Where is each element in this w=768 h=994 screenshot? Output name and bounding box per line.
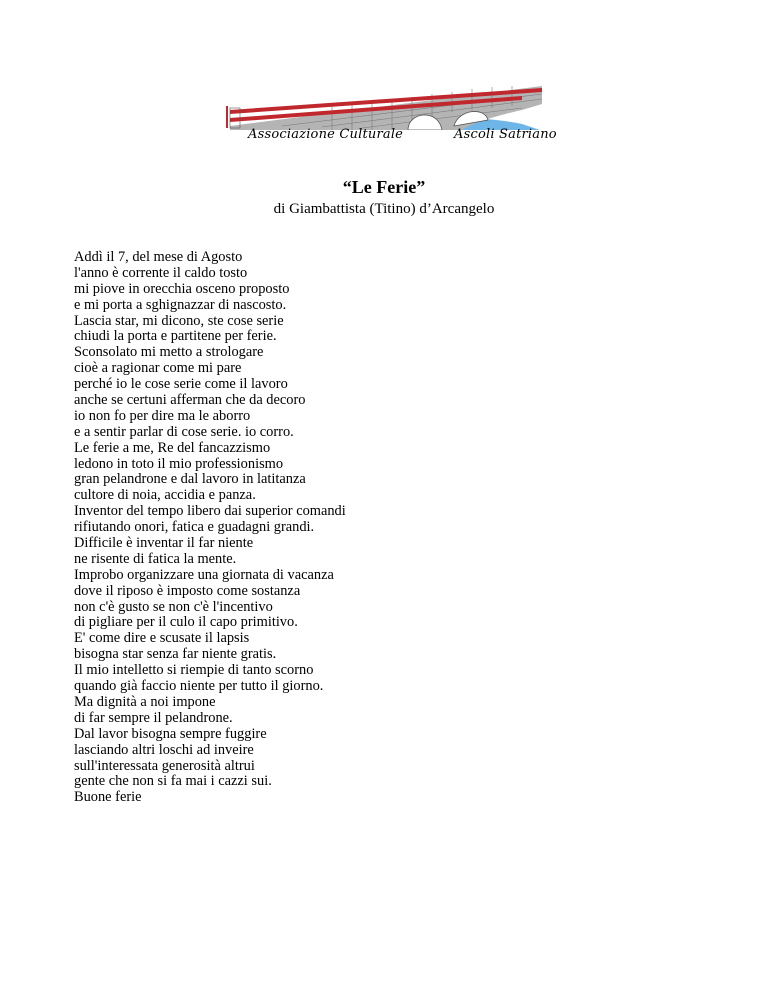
poem-line: gente che non si fa mai i cazzi sui. [74, 773, 272, 790]
poem-line: gran pelandrone e dal lavoro in latitanza [74, 471, 306, 488]
poem-line: Ma dignità a noi impone [74, 693, 216, 710]
poem-line: di pigliare per il culo il capo primitivo. [74, 614, 298, 631]
poem-line: perché io le cose serie come il lavoro [74, 376, 288, 393]
poem-line: sull'interessata generosità altrui [74, 757, 255, 774]
poem-line: chiudi la porta e partitene per ferie. [74, 328, 277, 345]
logo-right-text: Ascoli Satriano [454, 127, 557, 142]
bridge-logo-icon [222, 86, 548, 130]
poem-line: bisogna star senza far niente gratis. [74, 646, 277, 663]
poem-line: anche se certuni afferman che da decoro [74, 392, 306, 409]
poem-line: Sconsolato mi metto a strologare [74, 344, 264, 361]
poem-line: rifiutando onori, fatica e guadagni grandi. [74, 519, 315, 536]
poem-line: dove il riposo è imposto come sostanza [74, 582, 301, 599]
author-line: di Giambattista (Titino) d’Arcangelo [273, 201, 495, 217]
poem-text [74, 250, 714, 806]
poem-line: cultore di noia, accidia e panza. [74, 487, 256, 504]
poem-line: Buone ferie [74, 789, 142, 806]
poem-line: e mi porta a sghignazzar di nascosto. [74, 296, 287, 313]
poem-line: Le ferie a me, Re del fancazzismo [74, 439, 271, 456]
poem-line: non c'è gusto se non c'è l'incentivo [74, 598, 273, 615]
poem-line: ne risente di fatica la mente. [74, 550, 237, 567]
poem-line: E' come dire e scusate il lapsis [74, 630, 250, 647]
logo-left-text: Associazione Culturale [248, 127, 404, 142]
poem-line: quando già faccio niente per tutto il giorno. [74, 678, 324, 695]
poem-line: io non fo per dire ma le aborro [74, 407, 251, 424]
poem-line: lasciando altri loschi ad inveire [74, 741, 254, 758]
poem-line: Difficile è inventar il far niente [74, 535, 254, 552]
poem-line: Addì il 7, del mese di Agosto [74, 249, 243, 265]
association-logo [222, 86, 557, 152]
poem-line: Inventor del tempo libero dai superior comandi [74, 503, 346, 520]
document-title: “Le Ferie” [342, 177, 426, 197]
poem-line: Dal lavor bisogna sempre fuggire [74, 725, 267, 742]
poem-line: di far sempre il pelandrone. [74, 709, 233, 726]
poem-line: e a sentir parlar di cose serie. io corro. [74, 423, 294, 440]
poem-line: Improbo organizzare una giornata di vacanza [74, 566, 334, 583]
poem-line: l'anno è corrente il caldo tosto [74, 264, 248, 281]
poem-line: Il mio intelletto si riempie di tanto scorno [74, 662, 314, 679]
poem-line: ledono in toto il mio professionismo [74, 455, 284, 472]
poem-line: cioè a ragionar come mi pare [74, 360, 242, 377]
poem-line: Lascia star, mi dicono, ste cose serie [74, 312, 284, 329]
poem-line: mi piove in orecchia osceno proposto [74, 280, 290, 297]
